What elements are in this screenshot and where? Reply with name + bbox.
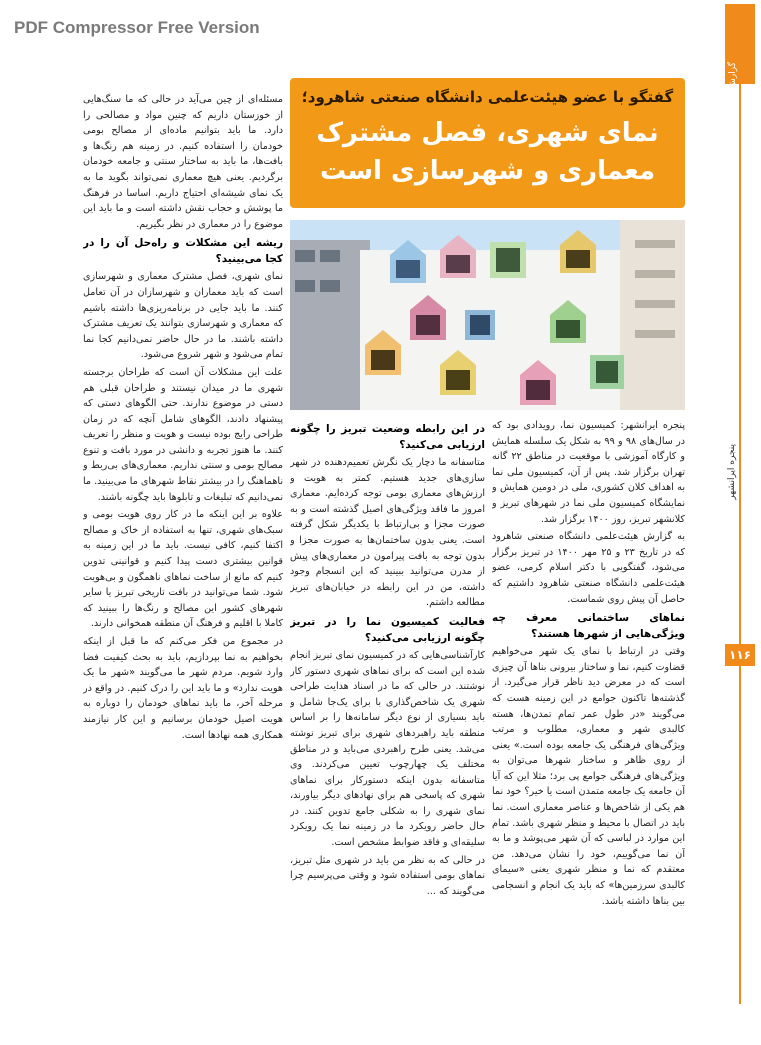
facade-illustration — [290, 220, 685, 410]
left-paragraph-4: علاوه بر این اینکه ما در کار روی هویت بومی و سبک‌های شهری، تنها به استفاده از خاک و مصالح اکتفا کنیم، کافی نیست. باید ما در این زمینه به قوانین بیشتری دست پیدا کنیم و قوانینی تدوین کنیم که مانع از ساخت نماهای ناهمگون و بی‌هویت شود. شما می‌توانید در بافت تاریخی تبریز یا سایر شهرهای کشور این مصالح و رنگ‌ها را ببینید که کاملا با اقلیم و فرهنگ آن منطقه همخوانی دارند. — [83, 509, 283, 630]
right-intro: پنجره ایرانشهر: کمیسیون نما، رویدادی بود که در سال‌های ۹۸ و ۹۹ به شکل یک سلسله همایش و کارگاه آموزشی با موقعیت در مناطق ۲۲ گانه تهران برگزار شد. پس از آن، کمیسیون ملی نما به اهداف کلان کشوری، ملی در دومین همایش و نمایشگاه کمیسیون ملی نما در شهرهای تبریز و کلانشهر تبریز، روز ۱۴۰۰ برگزار شد. — [492, 420, 685, 525]
title-line-2: معماری و شهرسازی است — [319, 156, 656, 186]
page-number: ۱۱۶ — [725, 644, 755, 666]
middle-heading-2: فعالیت کمیسیون نما را در تبریز چگونه ارزیابی می‌کنید؟ — [290, 615, 485, 644]
middle-paragraph-1: متاسفانه ما دچار یک نگرش تعمیم‌دهنده در شهر سازی‌های جدید هستیم. کمتر به هویت و ارزش‌های معماری بومی توجه کرده‌ایم. معماری امروز ما فاقد ویژگی‌های اصیل گذشته است و به صورت مجزا و بی‌ارتباط با یکدیگر شکل گرفته است. یعنی بدون ساختمان‌ها به صورت مجزا و بدون توجه به بافت پیرامون در معماری‌های پیش از مدرن می‌توانید ببینید که این انسجام وجود داشته، من در این رابطه در خیابان‌های تبریز مطالعه داشتم. — [290, 457, 485, 609]
watermark-text: PDF Compressor Free Version — [14, 18, 260, 37]
article-title — [290, 114, 685, 190]
section-tab — [725, 4, 755, 90]
title-line-1: نمای شهری، فصل مشترک — [316, 118, 659, 148]
left-paragraph-1: مسئله‌ای از چین می‌آید در حالی که ما سنگ‌هایی از خوزستان داریم که چنین مواد و مصالحی را دارد. ما باید بتوانیم ماده‌ای از مصالح بومی خودمان را استفاده کنیم. در زمینه هم رنگ‌ها و بافت‌ها، ما باید به ساختار سنتی و جامعه خودمان برگردیم. یعنی هیچ معماری نمی‌تواند بگوید ما به یک نمای شیشه‌ای احتیاج داریم. اساسا در فرهنگ ما پوشش و حجاب نقش داشته است و ما باید این موضوع را در معماری در نظر بگیریم. — [83, 94, 283, 230]
right-heading-1: نماهای ساختمانی معرف چه ویژگی‌هایی از شهرها هستند؟ — [492, 612, 685, 641]
strip-divider — [739, 84, 741, 1004]
middle-paragraph-3: در حالی که به نظر من باید در شهری مثل تبریز، نماهای بومی استفاده شود و وقتی می‌پرسیم چرا می‌گویند که ... — [290, 854, 485, 897]
section-label: گزارش — [728, 62, 738, 90]
column-left — [83, 92, 283, 962]
article-header — [290, 78, 685, 208]
right-paragraph-2: به گزارش هیئت‌علمی دانشگاه صنعتی شاهرود که در تاریخ ۲۳ و ۲۵ مهر ۱۴۰۰ در تبریز برگزار می‌شود، گفتگویی با دکتر اسلام کرمی، عضو هیئت‌علمی دانشگاه صنعتی شاهرود داشتیم که حاصل آن پیش روی شماست. — [492, 531, 685, 605]
left-paragraph-5: در مجموع من فکر می‌کنم که ما قبل از اینکه بخواهیم به نما بپردازیم، باید به بحث کیفیت فضا وارد شویم. مردم شهر ما می‌گویند «شهر ما یک هویت ندارد» و ما باید این را درک کنیم. در واقع در مرحله آخر، ما باید نماهای خودمان را دوباره به هویت اصیل خودمان برسانیم و این کار نیازمند همکاری همه نهادها است. — [83, 636, 283, 741]
right-paragraph-3: وقتی در ارتباط با نمای یک شهر می‌خواهیم قضاوت کنیم، نما و ساختار بیرونی بناها آن چیزی است که در معرض دید ناظر قرار می‌گیرد. از گذشته‌ها تاکنون جوامع در این زمینه هست که می‌گویند «در طول عمر تمام تمدن‌ها، هسته کالبدی شهر و معماری، مطلوب و مرتب ویژگی‌های فرهنگی یک جامعه بوده است.» یعنی از روی ظاهر و ساختار شهرها می‌توان به ویژگی‌های فرهنگی جوامع پی برد؛ مثلا این که آیا آن جامعه یک جامعه متمدن است یا خیر؟ خود نما هم یکی از شاخص‌ها و عناصر معماری است. نما باید در اتصال با محیط و منظر شهری باشد. تمام این موارد در لباسی که آن شهر می‌پوشد و ما به آن نما می‌گوییم، خود را نشان می‌دهد. من معتقدم که نما و منظر شهری یعنی «سیمای کالبدی سرزمین‌ها» که باید یک انجام و انسجامی بین بناها داشته باشد. — [492, 646, 685, 907]
middle-paragraph-2: کارآشناسی‌هایی که در کمیسیون نمای تبریز انجام شده این است که برای نماهای شهری دستور کار نوشتند. در حالی که ما در اسناد هدایت طراحی شهری یک شاخص‌گذاری با برای یک‌جا شامل و باید بسیاری از نوع دیگر سامانه‌ها را بر اساس منطقه باید راهبردهای شهری برای تبریز نوشته می‌شد. یعنی طرح راهبردی می‌باید و در مناطق مختلف یک چهارچوب تعیین می‌کردند. وی متاسفانه بدون اینکه دستورکار برای نماهای شهری که پاسخی هم برای نهادهای دیگر بیاورند، نمای شهری را به شکلی جامع تدوین کنند. در حال حاضر رویکرد ما در زمینه نما یک رویکرد سلیقه‌ای و فاقد ضوابط مشخص است. — [290, 649, 485, 849]
article-kicker: گفتگو با عضو هیئت‌علمی دانشگاه صنعتی شاهرود؛ — [301, 88, 674, 106]
left-heading-1: ریشه این مشکلات و راه‌حل آن را در کجا می‌بینید؟ — [83, 237, 283, 266]
left-paragraph-3: علت این مشکلات آن است که طراحان برجسته شهری ما در میدان نیستند و طراحان قبلی هم دستی در موضوع ندارند. حتی الگوهای دستی که پیشنهاد دادند، الگوهای شامل آنچه که در زمان طراحی رایج بوده نیست و هویت و منظر را تعریف کنند. ما هنوز تجربه و دانشی در مورد بافت و تنوع مصالح بومی و سنتی نداریم. معماری‌های بی‌ربط و ناهماهنگ را در بیشتر نقاط شهرهای ما می‌بینید. ما نمی‌دانیم که تبلیغات و تابلوها باید چگونه باشند. — [83, 366, 283, 503]
left-paragraph-2: نمای شهری، فصل مشترک معماری و شهرسازی است که باید معماران و شهرسازان در آن تعامل کنند. ما باید جایی در برنامه‌ریزی‌ها داشته باشیم که معماری و شهرسازی بتوانند یک تعریف مشترک داشته باشند. ما در حال حاضر نمی‌دانیم کجا نما تمام می‌شود و شهر شروع می‌شود. — [83, 271, 283, 361]
middle-heading-1: در این رابطه وضعیت تبریز را چگونه ارزیابی می‌کنید؟ — [290, 423, 485, 451]
magazine-name: پنجره ایرانشهر — [727, 444, 737, 500]
column-right — [492, 418, 685, 978]
side-strip — [725, 4, 755, 1045]
column-middle — [290, 418, 485, 978]
building-facade-photo — [290, 220, 685, 410]
